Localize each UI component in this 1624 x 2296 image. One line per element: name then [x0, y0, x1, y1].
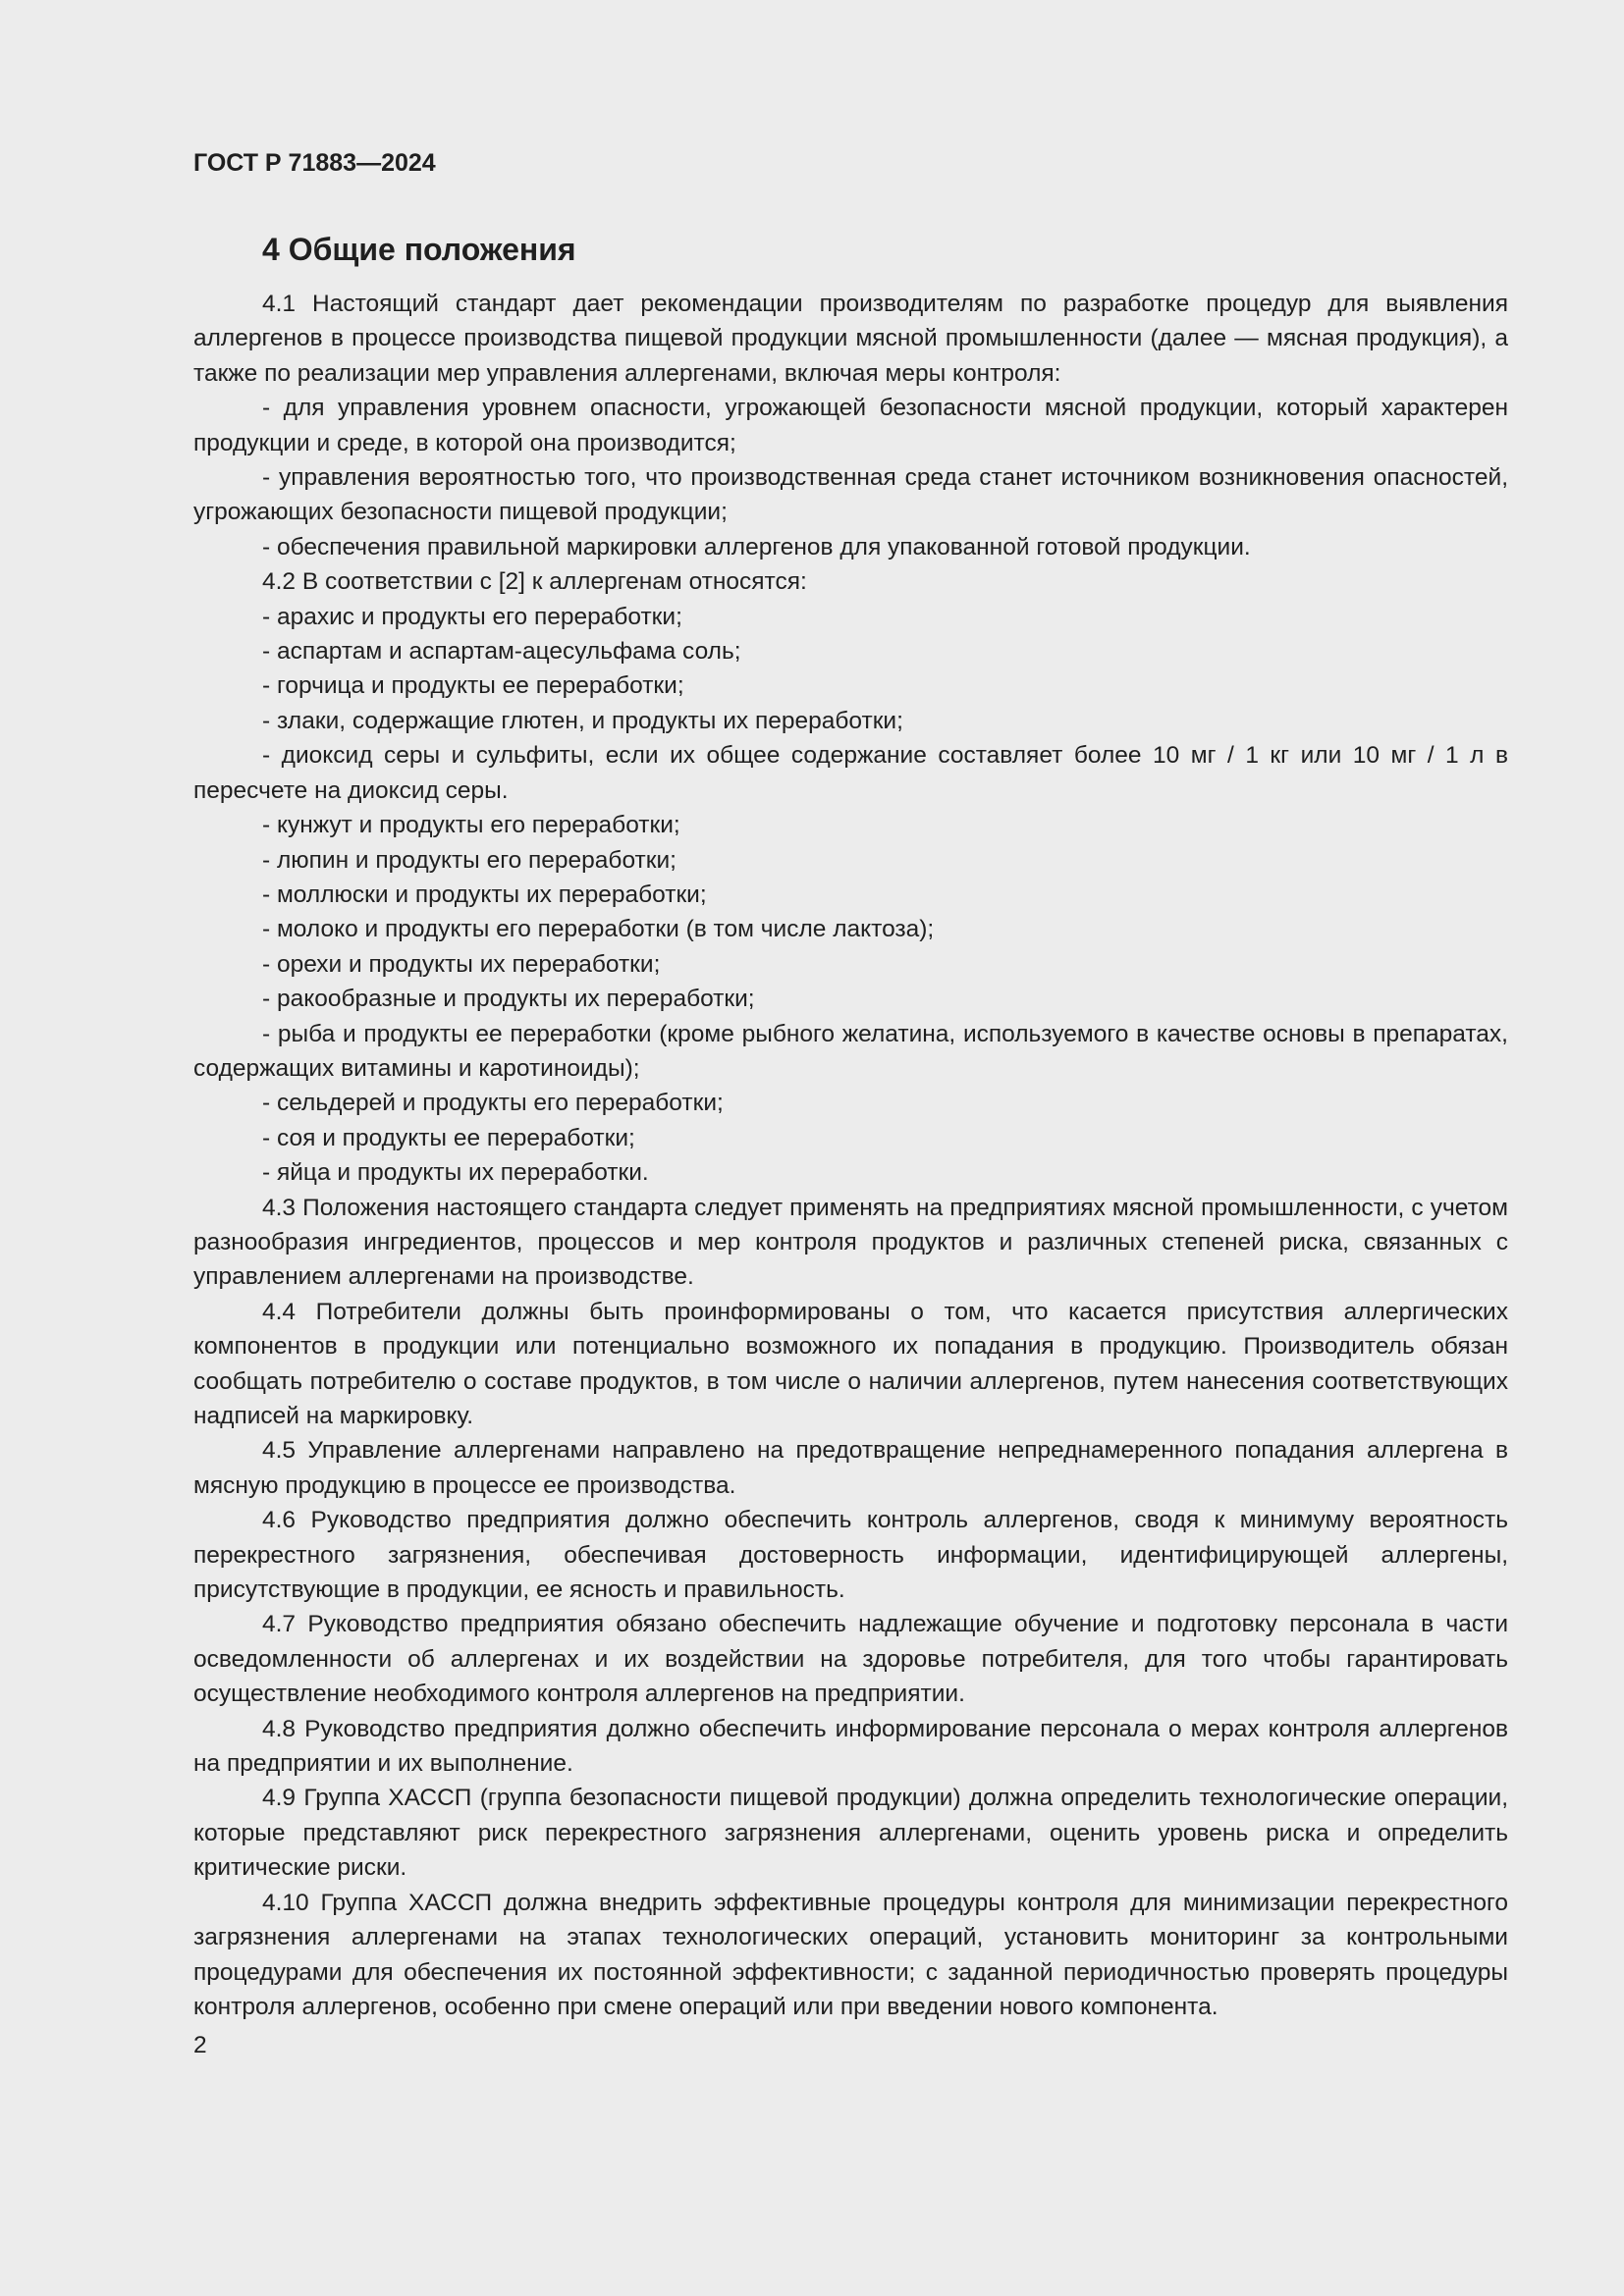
list-item: - управления вероятностью того, что производственная среда станет источником возникновения опасностей, угрожающих безопасности пищевой продукции; — [193, 464, 1508, 526]
allergen-list-item: - молоко и продукты его переработки (в том числе лактоза); — [262, 916, 935, 943]
section-body — [193, 287, 1508, 2024]
allergen-list-item: - моллюски и продукты их переработки; — [262, 881, 707, 908]
allergen-list-item: - орехи и продукты их переработки; — [262, 950, 661, 978]
allergen-list-item: - диоксид серы и сульфиты, если их общее содержание составляет более 10 мг / 1 кг или 10 мг / 1 л в пересчете на диоксид серы. — [193, 742, 1508, 804]
allergen-list-item: - сельдерей и продукты его переработки; — [262, 1090, 724, 1117]
paragraph-4-3: 4.3 Положения настоящего стандарта следует применять на предприятиях мясной промышленности, с учетом разнообразия ингредиентов, процессов и мер контроля продуктов и различных степеней риска, связанных с управлением аллергенами на производстве. — [193, 1194, 1508, 1291]
allergen-list-item: - рыба и продукты ее переработки (кроме рыбного желатина, используемого в качестве основы в препаратах, содержащих витамины и каротиноиды); — [193, 1020, 1508, 1082]
paragraph-4-1: 4.1 Настоящий стандарт дает рекомендации производителям по разработке процедур для выявления аллергенов в процессе производства пищевой продукции мясной промышленности (далее — мясная продукция), а также по реализации мер управления аллергенами, включая меры контроля: — [193, 291, 1508, 387]
document-page — [193, 137, 1508, 2062]
paragraph-4-7: 4.7 Руководство предприятия обязано обеспечить надлежащие обучение и подготовку персонала в части осведомленности об аллергенах и их воздействии на здоровье потребителя, для того чтобы гарантировать осуществление необходимого контроля аллергенов на предприятии. — [193, 1611, 1508, 1708]
allergen-list-item: - яйца и продукты их переработки. — [262, 1159, 649, 1187]
list-item: - для управления уровнем опасности, угрожающей безопасности мясной продукции, который характерен продукции и среде, в которой она производится; — [193, 395, 1508, 456]
paragraph-4-4: 4.4 Потребители должны быть проинформированы о том, что касается присутствия аллергических компонентов в продукции или потенциально возможного их попадания в продукцию. Производитель обязан сообщать потребителю о составе продуктов, в том числе о наличии аллергенов, путем нанесения соответствующих надписей на маркировку. — [193, 1298, 1508, 1429]
paragraph-4-5: 4.5 Управление аллергенами направлено на предотвращение непреднамеренного попадания аллергена в мясную продукцию в процессе ее производства. — [193, 1437, 1508, 1499]
page-number: 2 — [193, 2032, 207, 2059]
allergen-list-item: - ракообразные и продукты их переработки; — [262, 986, 755, 1013]
allergen-list-item: - соя и продукты ее переработки; — [262, 1124, 635, 1151]
allergen-list-item: - кунжут и продукты его переработки; — [262, 812, 680, 839]
list-item: - обеспечения правильной маркировки аллергенов для упакованной готовой продукции. — [262, 533, 1251, 561]
allergen-list-item: - аспартам и аспартам-ацесульфама соль; — [262, 638, 741, 666]
allergen-list-item: - люпин и продукты его переработки; — [262, 846, 677, 874]
allergen-list-item: - арахис и продукты его переработки; — [262, 603, 682, 630]
document-code: ГОСТ Р 71883—2024 — [193, 149, 436, 177]
allergen-list-item: - злаки, содержащие глютен, и продукты их переработки; — [262, 707, 903, 734]
paragraph-4-6: 4.6 Руководство предприятия должно обеспечить контроль аллергенов, сводя к минимуму вероятность перекрестного загрязнения, обеспечивая достоверность информации, идентифицирующей аллергены, присутствующие в продукции, ее ясность и правильность. — [193, 1507, 1508, 1604]
section-title: 4 Общие положения — [262, 232, 576, 267]
allergen-list-item: - горчица и продукты ее переработки; — [262, 672, 684, 700]
paragraph-4-10: 4.10 Группа ХАССП должна внедрить эффективные процедуры контроля для минимизации перекрестного загрязнения аллергенами на этапах технологических операций, установить мониторинг за контрольными процедурами для обеспечения их постоянной эффективности; с заданной периодичностью проверять процедуры контроля аллергенов, особенно при смене операций или при введении нового компонента. — [193, 1889, 1508, 2020]
paragraph-4-9: 4.9 Группа ХАССП (группа безопасности пищевой продукции) должна определить технологические операции, которые представляют риск перекрестного загрязнения аллергенами, оценить уровень риска и определить критические риски. — [193, 1785, 1508, 1882]
paragraph-4-2: 4.2 В соответствии с [2] к аллергенам относятся: — [262, 568, 807, 596]
paragraph-4-8: 4.8 Руководство предприятия должно обеспечить информирование персонала о мерах контроля аллергенов на предприятии и их выполнение. — [193, 1715, 1508, 1778]
